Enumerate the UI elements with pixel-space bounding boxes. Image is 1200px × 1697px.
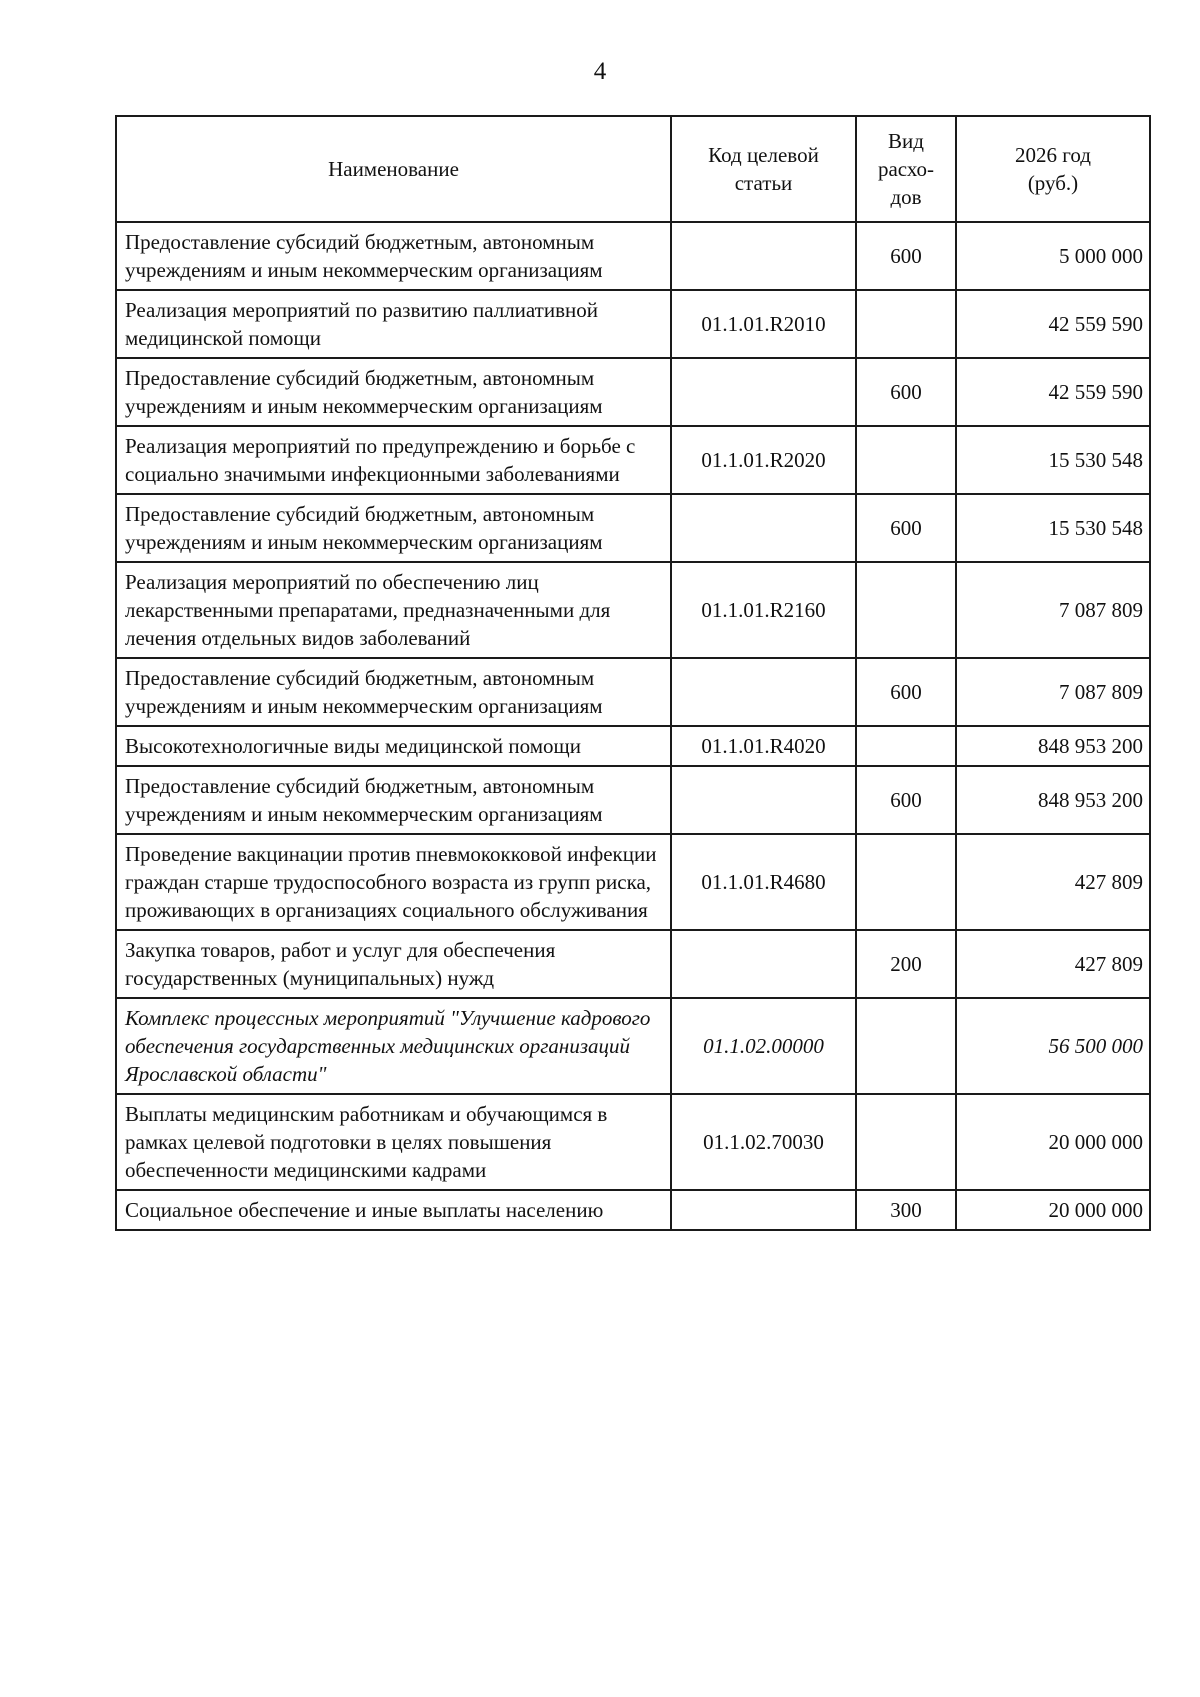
table-row — [116, 222, 1150, 290]
row-code: 01.1.01.R4020 — [671, 726, 856, 766]
row-name: Социальное обеспечение и иные выплаты населению — [116, 1190, 671, 1230]
table-header-row — [116, 116, 1150, 222]
table-row — [116, 562, 1150, 658]
row-kind — [856, 1094, 956, 1190]
row-code — [671, 766, 856, 834]
row-kind — [856, 562, 956, 658]
row-kind: 600 — [856, 658, 956, 726]
row-kind — [856, 834, 956, 930]
row-name: Предоставление субсидий бюджетным, автономным учреждениям и иным некоммерческим организациям — [116, 358, 671, 426]
row-kind — [856, 426, 956, 494]
header-name-label: Наименование — [328, 157, 459, 181]
row-amount: 427 809 — [956, 930, 1150, 998]
header-amount-line1: 2026 год — [1015, 143, 1091, 167]
header-name — [116, 116, 671, 222]
header-code-line1: Код целевой — [708, 143, 819, 167]
row-code: 01.1.02.70030 — [671, 1094, 856, 1190]
row-amount: 7 087 809 — [956, 562, 1150, 658]
table-row — [116, 1190, 1150, 1230]
row-kind: 600 — [856, 766, 956, 834]
row-amount: 7 087 809 — [956, 658, 1150, 726]
row-amount: 15 530 548 — [956, 494, 1150, 562]
row-name: Проведение вакцинации против пневмококковой инфекции граждан старше трудоспособного возраста из групп риска, проживающих в организациях социального обслуживания — [116, 834, 671, 930]
row-amount: 42 559 590 — [956, 358, 1150, 426]
table-row — [116, 358, 1150, 426]
table-row — [116, 658, 1150, 726]
row-name: Предоставление субсидий бюджетным, автономным учреждениям и иным некоммерческим организациям — [116, 494, 671, 562]
table-row — [116, 290, 1150, 358]
header-kind — [856, 116, 956, 222]
row-amount: 5 000 000 — [956, 222, 1150, 290]
row-code: 01.1.01.R2020 — [671, 426, 856, 494]
row-kind: 600 — [856, 222, 956, 290]
row-name: Предоставление субсидий бюджетным, автономным учреждениям и иным некоммерческим организациям — [116, 222, 671, 290]
row-kind — [856, 290, 956, 358]
row-name: Высокотехнологичные виды медицинской помощи — [116, 726, 671, 766]
header-amount-line2: (руб.) — [1027, 171, 1079, 195]
header-code — [671, 116, 856, 222]
row-kind: 600 — [856, 358, 956, 426]
row-code: 01.1.01.R4680 — [671, 834, 856, 930]
table-row — [116, 834, 1150, 930]
row-code — [671, 222, 856, 290]
header-amount — [956, 116, 1150, 222]
row-kind: 200 — [856, 930, 956, 998]
row-name: Предоставление субсидий бюджетным, автономным учреждениям и иным некоммерческим организациям — [116, 766, 671, 834]
row-kind: 300 — [856, 1190, 956, 1230]
table-row — [116, 494, 1150, 562]
header-kind-line3: дов — [890, 185, 922, 209]
row-name: Выплаты медицинским работникам и обучающимся в рамках целевой подготовки в целях повышения обеспеченности медицинскими кадрами — [116, 1094, 671, 1190]
row-amount: 42 559 590 — [956, 290, 1150, 358]
row-name: Реализация мероприятий по обеспечению лиц лекарственными препаратами, предназначенными для лечения отдельных видов заболеваний — [116, 562, 671, 658]
row-code — [671, 658, 856, 726]
table-row-program-complex — [116, 998, 1150, 1094]
row-code: 01.1.01.R2160 — [671, 562, 856, 658]
row-amount: 427 809 — [956, 834, 1150, 930]
row-kind — [856, 998, 956, 1094]
header-code-line2: статьи — [734, 171, 793, 195]
table-row — [116, 1094, 1150, 1190]
row-code — [671, 930, 856, 998]
row-name: Реализация мероприятий по предупреждению и борьбе с социально значимыми инфекционными заболеваниями — [116, 426, 671, 494]
row-name: Комплекс процессных мероприятий "Улучшение кадрового обеспечения государственных медицинских организаций Ярославской области" — [116, 998, 671, 1094]
row-code: 01.1.01.R2010 — [671, 290, 856, 358]
row-amount: 56 500 000 — [956, 998, 1150, 1094]
header-kind-line2: расхо- — [877, 157, 935, 181]
row-code — [671, 494, 856, 562]
row-name: Закупка товаров, работ и услуг для обеспечения государственных (муниципальных) нужд — [116, 930, 671, 998]
row-kind — [856, 726, 956, 766]
row-amount: 20 000 000 — [956, 1190, 1150, 1230]
table-row — [116, 766, 1150, 834]
row-amount: 20 000 000 — [956, 1094, 1150, 1190]
table-row — [116, 930, 1150, 998]
row-code — [671, 1190, 856, 1230]
row-amount: 15 530 548 — [956, 426, 1150, 494]
row-amount: 848 953 200 — [956, 766, 1150, 834]
row-kind: 600 — [856, 494, 956, 562]
row-code: 01.1.02.00000 — [671, 998, 856, 1094]
table-row — [116, 426, 1150, 494]
budget-table — [115, 115, 1151, 1231]
row-name: Реализация мероприятий по развитию паллиативной медицинской помощи — [116, 290, 671, 358]
row-name: Предоставление субсидий бюджетным, автономным учреждениям и иным некоммерческим организациям — [116, 658, 671, 726]
page-number: 4 — [593, 58, 607, 85]
header-kind-line1: Вид — [888, 129, 924, 153]
table-row — [116, 726, 1150, 766]
row-amount: 848 953 200 — [956, 726, 1150, 766]
row-code — [671, 358, 856, 426]
